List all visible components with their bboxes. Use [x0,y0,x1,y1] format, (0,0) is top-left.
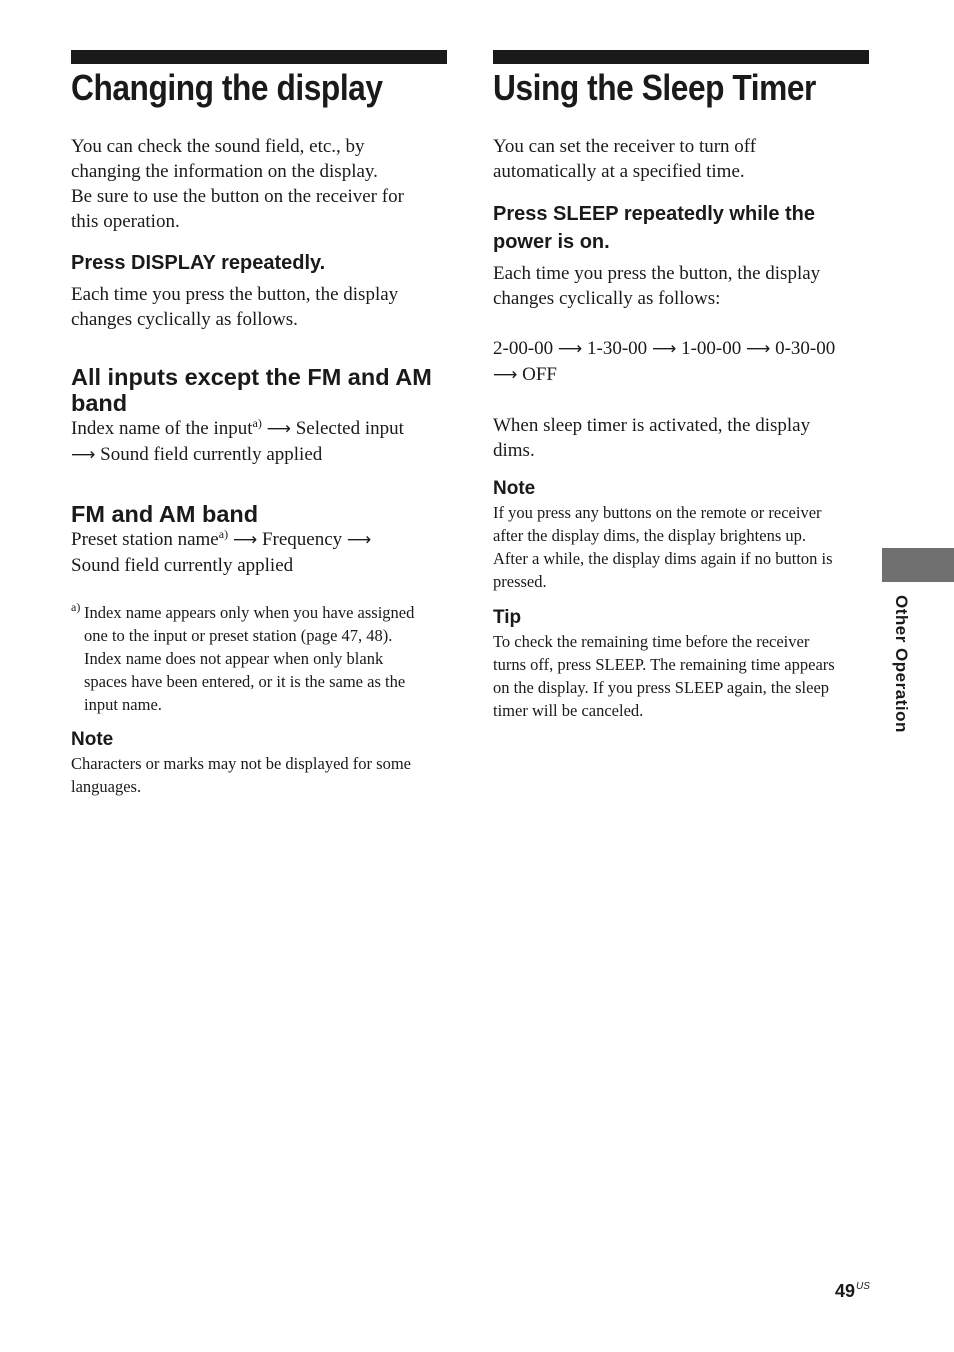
arrow-icon: ⟶ [232,530,258,550]
note-text: Characters or marks may not be displayed for some languages. [71,754,411,796]
arrow-icon: ⟶ [266,419,291,439]
sleep-cycle-sequence: 2-00-00 ⟶ 1-30-00 ⟶ 1-00-00 ⟶ 0-30-00 ⟶ OFF [493,338,836,385]
intro-paragraph: You can set the receiver to turn off automatically at a specified time. [493,136,757,182]
side-tab-label: Other Operation [892,595,911,733]
step-body: Each time you press the button, the display changes cyclically as follows. [71,284,399,330]
subsection-heading-fm-am: FM and AM band [71,501,259,527]
fm-am-sequence: Preset station name$^{a)}$ ⟶ Frequency ⟶ Sound field currently applied [71,527,372,576]
left-column [71,50,447,798]
note-label: Note [493,478,536,499]
title-rule [493,50,869,64]
arrow-icon: ⟶ [346,530,372,550]
footnote-ref: a) [218,527,229,541]
step-heading: Press SLEEP repeatedly while the power is on. [493,203,815,253]
step-heading: Press DISPLAY repeatedly. [71,252,326,274]
footnote-ref: a) [252,416,262,430]
intro-paragraph: You can check the sound field, etc., by changing the information on the display. Be sure to use the button on the receiver for this operation. [71,136,404,232]
right-column [493,50,869,722]
arrow-icon: ⟶ [71,445,96,465]
subsection-heading-all-inputs: All inputs except the FM and AM band [71,364,432,416]
dim-paragraph: When sleep timer is activated, the display dims. [493,415,811,461]
tip-label: Tip [493,607,522,628]
footnote: a) Index name appears only when you have assigned one to the input or preset station (page 47, 48). Index name does not appear when only blank spaces have been entered, or it is the same as the input name. [71,601,447,716]
step-body: Each time you press the button, the display changes cyclically as follows: [493,263,821,309]
all-inputs-sequence: Index name of the input$^{a)}$ ⟶ Selected input ⟶ Sound field currently applied [71,416,404,465]
page-suffix: US [856,1281,870,1292]
arrow-icon: ⟶ [493,365,518,385]
arrow-icon: ⟶ [651,339,677,359]
tip-text: To check the remaining time before the receiver turns off, press SLEEP. The remaining time appears on the display. If you press SLEEP again, the sleep timer will be canceled. [493,632,835,720]
arrow-icon: ⟶ [557,339,583,359]
section-tab-marker [882,548,954,582]
arrow-icon: ⟶ [745,339,771,359]
title-rule [71,50,447,64]
section-title: Using the Sleep Timer [493,67,816,108]
footnote-marker: a) [71,600,81,614]
note-label: Note [71,729,114,750]
note-text: If you press any buttons on the remote or receiver after the display dims, the display brightens up. After a while, the display dims again if no button is pressed. [493,503,833,591]
page-number: $49^{US}$ [835,1281,870,1301]
page-title: Changing the display [71,67,383,108]
